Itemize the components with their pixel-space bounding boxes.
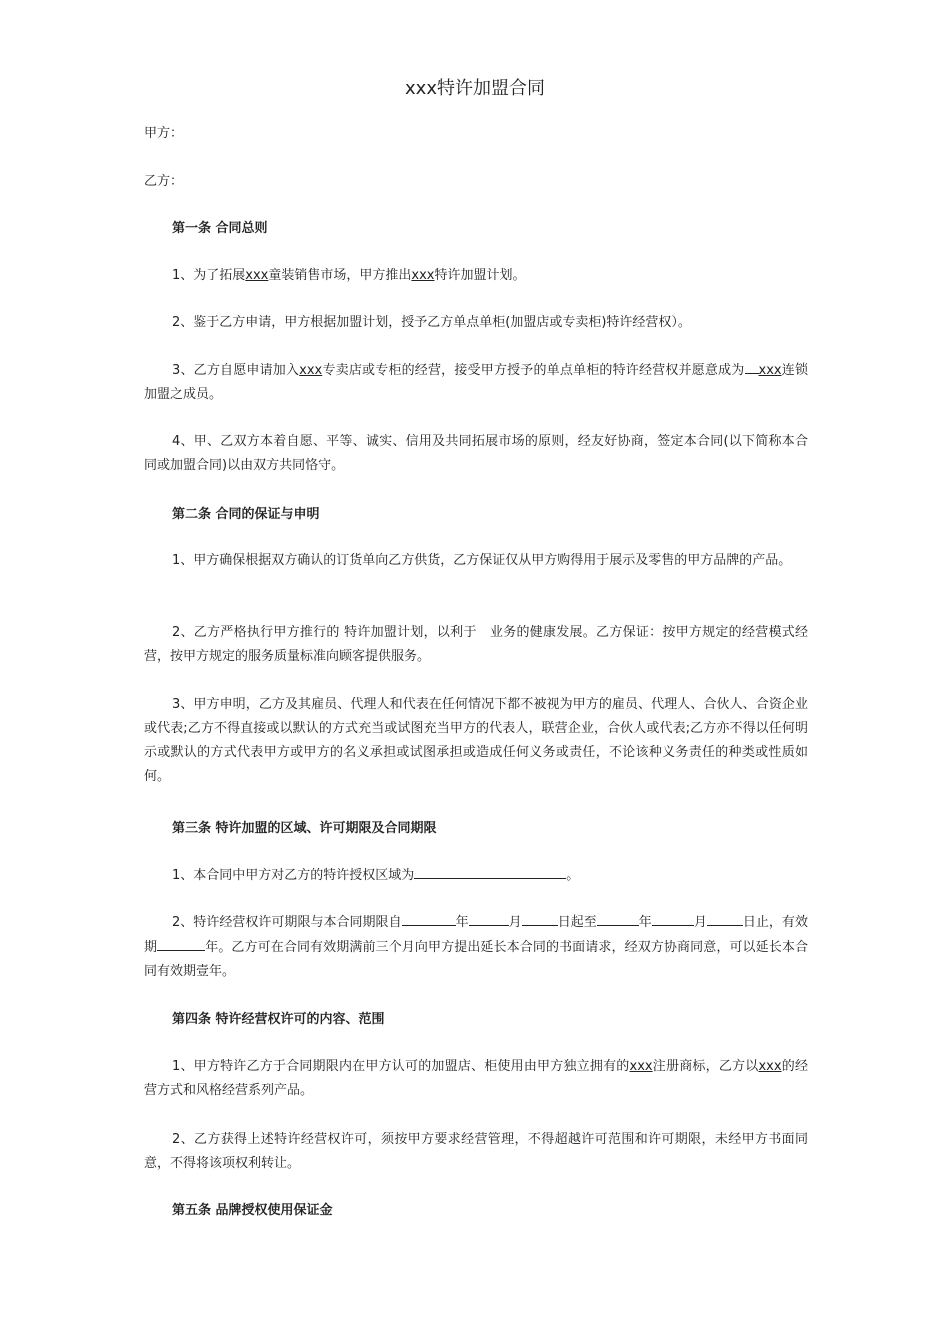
section-3-heading: 第三条 特许加盟的区域、许可期限及合同期限 bbox=[172, 821, 437, 836]
party-b-label: 乙方： bbox=[144, 174, 184, 189]
section-1-paragraph-3: 3、乙方自愿申请加入xxx专卖店或专柜的经营，接受甲方授予的单点单柜的特许经营权并愿意成为 xxx连锁加盟之成员。 bbox=[144, 358, 808, 407]
section-1-paragraph-1: 1、为了拓展xxx童装销售市场，甲方推出xxx特许加盟计划。 bbox=[172, 268, 526, 283]
section-4-paragraph-1: 1、甲方特许乙方于合同期限内在甲方认可的加盟店、柜使用由甲方独立拥有的xxx注册商标，乙方以xxx的经营方式和风格经营系列产品。 bbox=[144, 1059, 808, 1098]
party-a-label: 甲方： bbox=[144, 126, 184, 141]
contract-title: xxx特许加盟合同 bbox=[405, 78, 545, 99]
section-5-heading: 第五条 品牌授权使用保证金 bbox=[172, 1203, 333, 1218]
section-2-paragraph-1: 1、甲方确保根据双方确认的订货单向乙方供货，乙方保证仅从甲方购得用于展示及零售的甲方品牌的产品。 bbox=[172, 553, 792, 568]
section-4-paragraph-2: 2、乙方获得上述特许经营权许可，须按甲方要求经营管理，不得超越许可范围和许可期限，未经甲方书面同意，不得将该项权利转让。 bbox=[144, 1132, 808, 1171]
section-1-paragraph-2: 2、鉴于乙方申请，甲方根据加盟计划，授予乙方单点单柜(加盟店或专卖柜)特许经营权）。 bbox=[172, 315, 691, 330]
section-1-paragraph-4: 4、甲、乙双方本着自愿、平等、诚实、信用及共同拓展市场的原则，经友好协商，签定本合同(以下简称本合同或加盟合同)以由双方共同恪守。 bbox=[144, 434, 808, 473]
section-3-paragraph-2: 2、特许经营权许可期限与本合同期限自 年 月 日起至 年 月 日止，有效期 年。乙方可在合同有效期满前三个月向甲方提出延长本合同的书面请求，经双方协商同意，可以延长本合同有效期壹年。 bbox=[144, 910, 808, 984]
section-2-heading: 第二条 合同的保证与申明 bbox=[172, 507, 320, 522]
section-4-heading: 第四条 特许经营权许可的内容、范围 bbox=[172, 1012, 385, 1027]
section-3-paragraph-1: 1、本合同中甲方对乙方的特许授权区域为 。 bbox=[144, 863, 808, 888]
section-2-paragraph-3: 3、甲方申明，乙方及其雇员、代理人和代表在任何情况下都不被视为甲方的雇员、代理人、合伙人、合资企业或代表;乙方不得直接或以默认的方式充当或试图充当甲方的代表人，联营企业，合伙人或代表;乙方亦不得以任何明示或默认的方式代表甲方或甲方的名义承担或试图承担或造成任何义务或责任，不论该种义务责任的种类或性质如何。 bbox=[144, 697, 808, 784]
section-1-heading: 第一条 合同总则 bbox=[172, 221, 268, 236]
section-2-paragraph-2: 2、乙方严格执行甲方推行的 特许加盟计划，以利于 业务的健康发展。乙方保证：按甲方规定的经营模式经营，按甲方规定的服务质量标准向顾客提供服务。 bbox=[144, 625, 808, 664]
